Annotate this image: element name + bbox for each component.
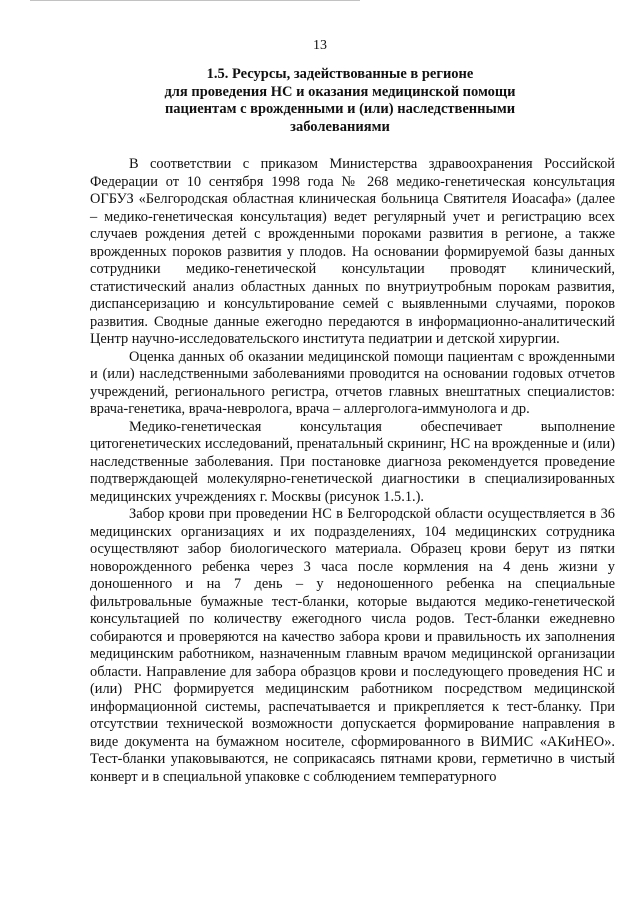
section-heading-line-2: для проведения НС и оказания медицинской помощи xyxy=(164,83,516,100)
paragraph-blood-sampling: Забор крови при проведении НС в Белгородской области осуществляется в 36 медицинских организациях и их подразделениях, 104 медицинских сотрудника осуществляют забор биологического материала. Образец крови берут из пятки новорожденного ребенка через 3 часа после кормления на 4 день жизни у доношенного и на 7 день – у недоношенного ребенка на специальные фильтровальные бумажные тест-бланки, которые выдаются медико-генетической консультацией по количеству ежегодного числа родов. Тест-бланки ежедневно собираются и проверяются на качество забора крови и правильность их заполнения медицинским работником, назначенным главным врачом медицинской организации области. Направление для забора образцов крови и последующего проведения НС и (или) РНС формируется медицинским работником посредством медицинской информационной системы, распечатывается и прикрепляется к тест-бланку. При отсутствии технической возможности допускается формирование направления в виде документа на бумажном носителе, сформированного в ВИМИС «АКиНЕО». Тест-бланки упаковываются, не соприкасаясь пятнами крови, герметично в чистый конверт и в специальной упаковке с соблюдением температурного xyxy=(90,506,615,785)
section-heading-line-4: заболеваниями xyxy=(290,118,390,135)
top-scan-rule xyxy=(30,0,360,3)
section-heading-line-3: пациентам с врожденными и (или) наследственными xyxy=(164,101,516,118)
paragraph-assessment: Оценка данных об оказании медицинской помощи пациентам с врожденными и (или) наследственными заболеваниями проводится на основании годовых отчетов учреждений, регионального регистра, отчетов главных внештатных специалистов: врача-генетика, врача-невролога, врача – аллерголога-иммунолога и др. xyxy=(90,348,615,417)
paragraph-registry: В соответствии с приказом Министерства здравоохранения Российской Федерации от 10 сентября 1998 года № 268 медико-генетическая консультация ОГБУЗ «Белгородская областная клиническая больница Святителя Иоасафа» (далее – медико-генетическая консультация) ведет регулярный учет и регистрацию всех случаев рождения детей с врожденными пороками развития в регионе, а также врожденных пороков развития у плодов. На основании формируемой базы данных сотрудники медико-генетической консультации проводят клинический, статистический анализ областных данных по внутриутробным порокам развития, диспансеризацию и консультирование семей с выявленными случаями, пороков развития. Сводные данные ежегодно передаются в информационно-аналитический Центр научно-исследовательского института педиатрии и детской хирургии. xyxy=(90,156,615,347)
section-heading xyxy=(90,66,590,136)
page-number: 13 xyxy=(313,38,327,53)
body-text xyxy=(90,156,615,786)
paragraph-consultation-services: Медико-генетическая консультация обеспечивает выполнение цитогенетических исследований, пренатальный скрининг, НС на врожденные и (или) наследственные заболевания. При постановке диагноза рекомендуется проведение подтверждающей молекулярно-генетической диагностики в специализированных медицинских учреждениях г. Москвы (рисунок 1.5.1.). xyxy=(90,418,615,505)
section-heading-line-1: 1.5. Ресурсы, задействованные в регионе xyxy=(206,66,474,82)
